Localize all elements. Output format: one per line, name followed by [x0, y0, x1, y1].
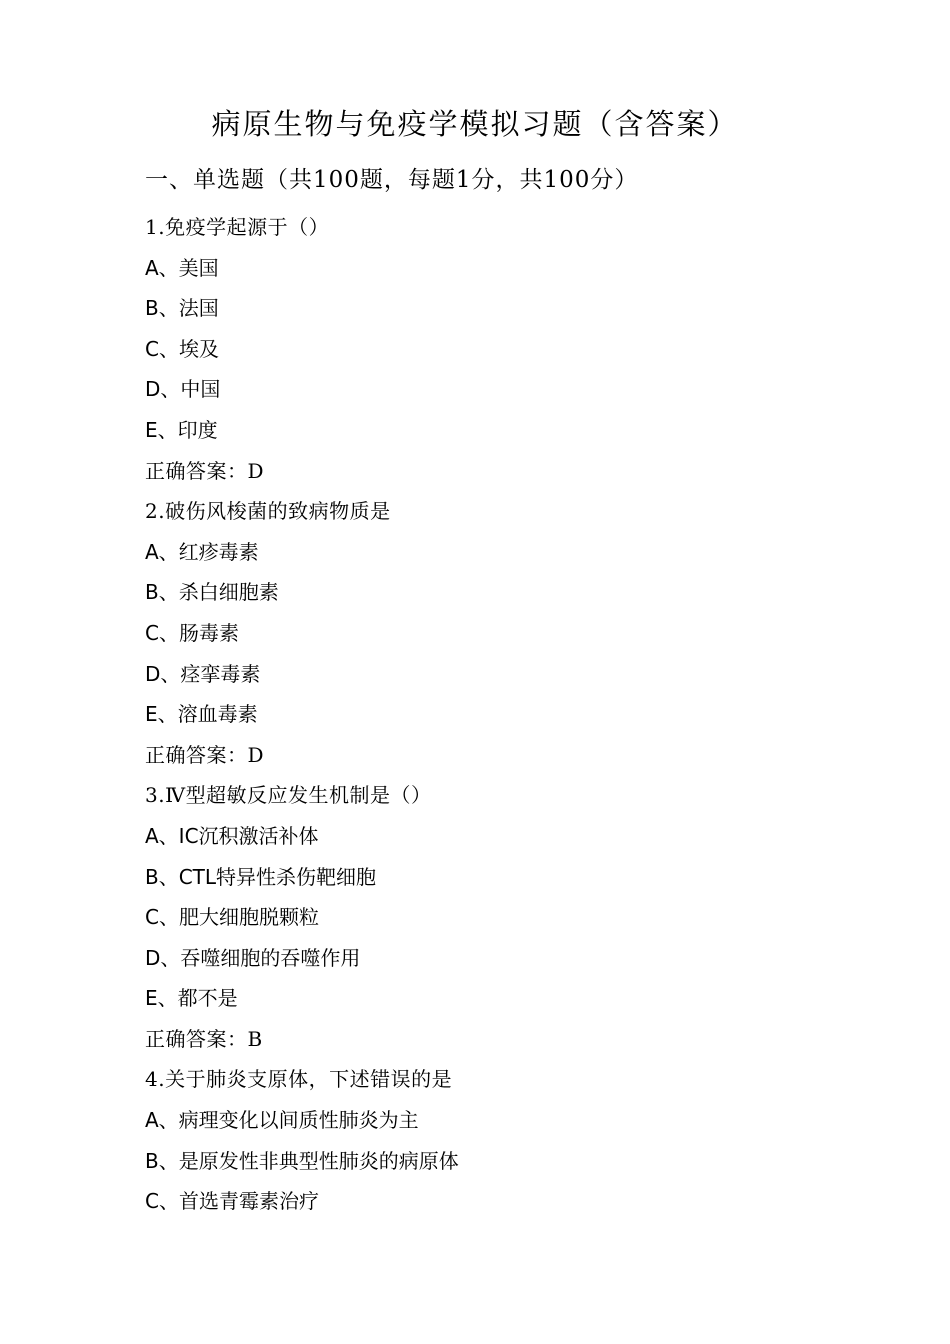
- question-3-option-a: A、IC沉积激活补体: [145, 823, 319, 848]
- question-1-option-a: A、美国: [145, 255, 219, 280]
- question-2-option-a: A、红疹毒素: [145, 539, 259, 564]
- question-3-option-c: C、肥大细胞脱颗粒: [145, 905, 319, 930]
- question-4-option-b: B、是原发性非典型性肺炎的病原体: [145, 1148, 459, 1173]
- question-2-text: 2.破伤风梭菌的致病物质是: [145, 499, 391, 524]
- question-3-option-d: D、吞噬细胞的吞噬作用: [145, 945, 361, 970]
- question-4-text: 4.关于肺炎支原体，下述错误的是: [145, 1067, 453, 1092]
- section-heading: 一、单选题（共100题，每题1分，共100分）: [145, 167, 639, 193]
- question-1-answer: 正确答案：D: [145, 458, 265, 483]
- question-1-option-d: D、中国: [145, 377, 221, 402]
- question-4-option-c: C、首选青霉素治疗: [145, 1189, 319, 1214]
- question-1-option-c: C、埃及: [145, 336, 219, 361]
- question-2-option-d: D、痉挛毒素: [145, 661, 261, 686]
- question-3-option-b: B、CTL特异性杀伤靶细胞: [145, 864, 377, 889]
- question-2-option-b: B、杀白细胞素: [145, 580, 279, 605]
- question-4-option-a: A、病理变化以间质性肺炎为主: [145, 1108, 419, 1133]
- question-2-option-e: E、溶血毒素: [145, 702, 258, 727]
- question-list: [145, 207, 905, 1222]
- question-1-option-e: E、印度: [145, 417, 218, 442]
- question-1-text: 1.免疫学起源于（）: [145, 215, 330, 239]
- question-3-answer: 正确答案：B: [145, 1026, 263, 1051]
- question-2-option-c: C、肠毒素: [145, 620, 239, 645]
- question-2-answer: 正确答案：D: [145, 742, 265, 767]
- question-3-option-e: E、都不是: [145, 986, 238, 1011]
- document-title: 病原生物与免疫学模拟习题（含答案）: [211, 107, 739, 141]
- question-3-text: 3.Ⅳ型超敏反应发生机制是（）: [145, 783, 432, 808]
- question-1-option-b: B、法国: [145, 296, 219, 321]
